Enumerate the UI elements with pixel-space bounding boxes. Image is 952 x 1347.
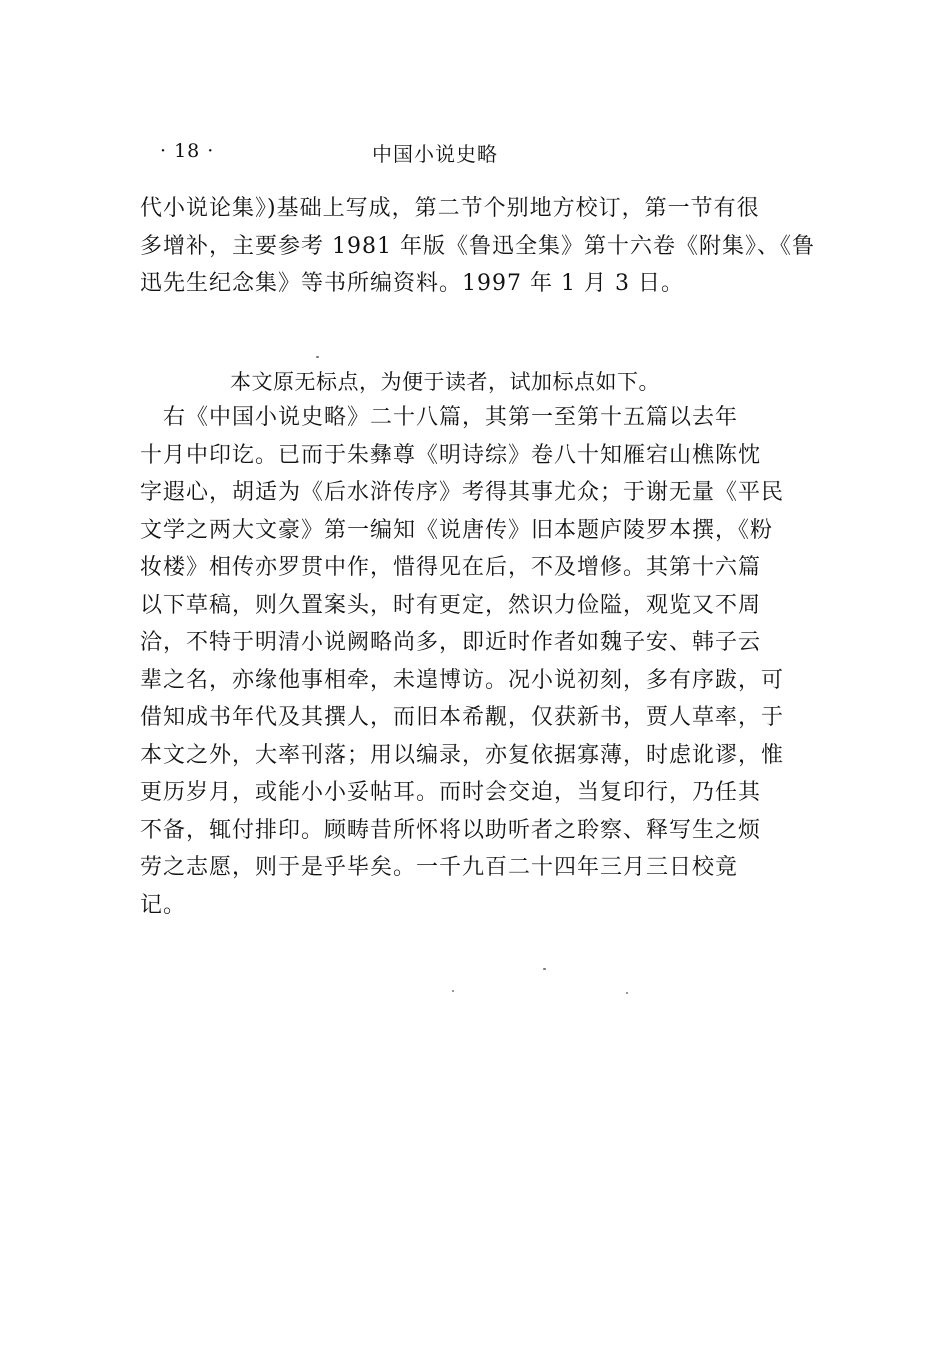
text-line: 文学之两大文豪》第一编知《说唐传》旧本题庐陵罗本撰，《粉 (140, 517, 774, 543)
text-line: 以下草稿，则久置案头，时有更定，然识力俭隘，观览又不周 (140, 592, 762, 618)
text-line: 右《中国小说史略》二十八篇，其第一至第十五篇以去年 (140, 405, 739, 430)
scan-speck (452, 990, 454, 992)
text-line: 多增补，主要参考 1981 年版《鲁迅全集》第十六卷《附集》、《鲁 (140, 233, 815, 259)
text-line: 十月中印讫。已而于朱彝尊《明诗综》卷八十知雁宕山樵陈忱 (140, 442, 762, 468)
text-line: 记。 (140, 892, 187, 918)
scan-speck (626, 992, 628, 994)
continuation-paragraph (140, 190, 815, 303)
page-number: · 18 · (160, 140, 215, 162)
text-line: 更历岁月，或能小小妥帖耳。而时会交迫，当复印行，乃任其 (140, 780, 762, 805)
text-line: 辈之名，亦缘他事相牵，未遑博访。况小说初刻，多有序跋，可 (140, 667, 785, 693)
text-line: 字遐心，胡适为《后水浒传序》考得其事尤众；于谢无量《平民 (140, 480, 785, 505)
text-line: 迅先生纪念集》等书所编资料。1997 年 1 月 3 日。 (140, 271, 684, 296)
text-line: 妆楼》相传亦罗贯中作，惜得见在后，不及增修。其第十六篇 (140, 555, 762, 580)
scan-speck (316, 356, 319, 358)
note-paragraph (140, 399, 785, 924)
text-line: 借知成书年代及其撰人，而旧本希觏，仅获新书，贾人草率，于 (140, 705, 785, 730)
text-line: 不备，辄付排印。顾畴昔所怀将以助听者之聆察、释写生之烦 (140, 817, 762, 843)
text-line: 劳之志愿，则于是乎毕矣。一千九百二十四年三月三日校竟 (140, 855, 739, 880)
scan-speck (543, 968, 546, 970)
text-line: 洽，不特于明清小说阙略尚多，即近时作者如魏子安、韩子云 (140, 630, 762, 655)
running-title: 中国小说史略 (372, 142, 498, 166)
note-heading: 本文原无标点，为便于读者，试加标点如下。 (230, 370, 660, 394)
text-line: 代小说论集》)基础上写成，第二节个别地方校订，第一节有很 (140, 196, 760, 221)
page-header (160, 138, 720, 170)
text-line: 本文之外，大率刊落；用以编录，亦复依据寡薄，时虑讹谬，惟 (140, 742, 785, 768)
